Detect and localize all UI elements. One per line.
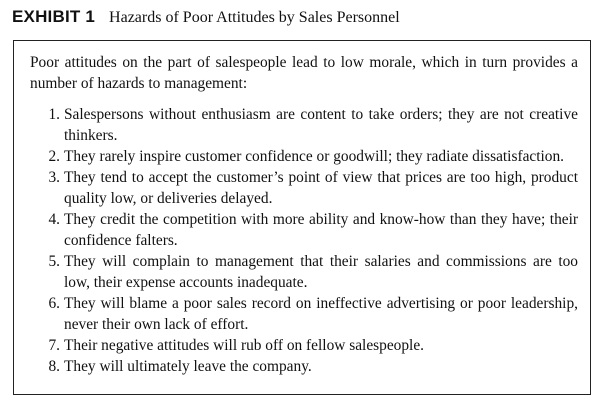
hazard-item-5 (30, 251, 578, 293)
hazard-text: They will complain to management that their salaries and commissions are too low, their expense accounts inadequate. (64, 253, 578, 291)
hazard-text: They tend to accept the customer’s point of view that prices are too high, product quality low, or deliveries delayed. (64, 169, 578, 207)
hazard-number: 5. (48, 253, 60, 270)
hazard-number: 4. (48, 211, 60, 228)
hazard-text: They rarely inspire customer confidence or goodwill; they radiate dissatisfaction. (64, 148, 565, 165)
hazard-text: Salespersons without enthusiasm are content to take orders; they are not creative thinkers. (64, 106, 578, 144)
hazard-item-7 (30, 335, 578, 356)
exhibit-title: Hazards of Poor Attitudes by Sales Personnel (109, 9, 400, 26)
hazard-item-4 (30, 209, 578, 251)
hazard-text: They credit the competition with more ability and know-how than they have; their confidence falters. (64, 211, 578, 249)
hazard-item-6 (30, 293, 578, 335)
hazard-number: 3. (48, 169, 60, 186)
hazard-number: 7. (48, 337, 60, 354)
hazard-item-8 (30, 356, 578, 377)
hazard-text: Their negative attitudes will rub off on fellow salespeople. (64, 337, 425, 354)
exhibit-box (13, 40, 591, 395)
hazard-number: 2. (48, 148, 60, 165)
intro-paragraph: Poor attitudes on the part of salespeople lead to low morale, which in turn provides a number of hazards to management: (30, 54, 578, 92)
hazard-number: 8. (48, 358, 60, 375)
hazard-list (30, 104, 578, 377)
hazard-item-1 (30, 104, 578, 146)
hazard-item-2 (30, 146, 578, 167)
exhibit-header (12, 7, 400, 31)
hazard-item-3 (30, 167, 578, 209)
hazard-text: They will ultimately leave the company. (64, 358, 312, 375)
hazard-text: They will blame a poor sales record on ineffective advertising or poor leadership, never their own lack of effort. (64, 295, 578, 333)
exhibit-label: EXHIBIT 1 (12, 7, 96, 26)
hazard-number: 1. (48, 106, 60, 123)
hazard-number: 6. (48, 295, 60, 312)
